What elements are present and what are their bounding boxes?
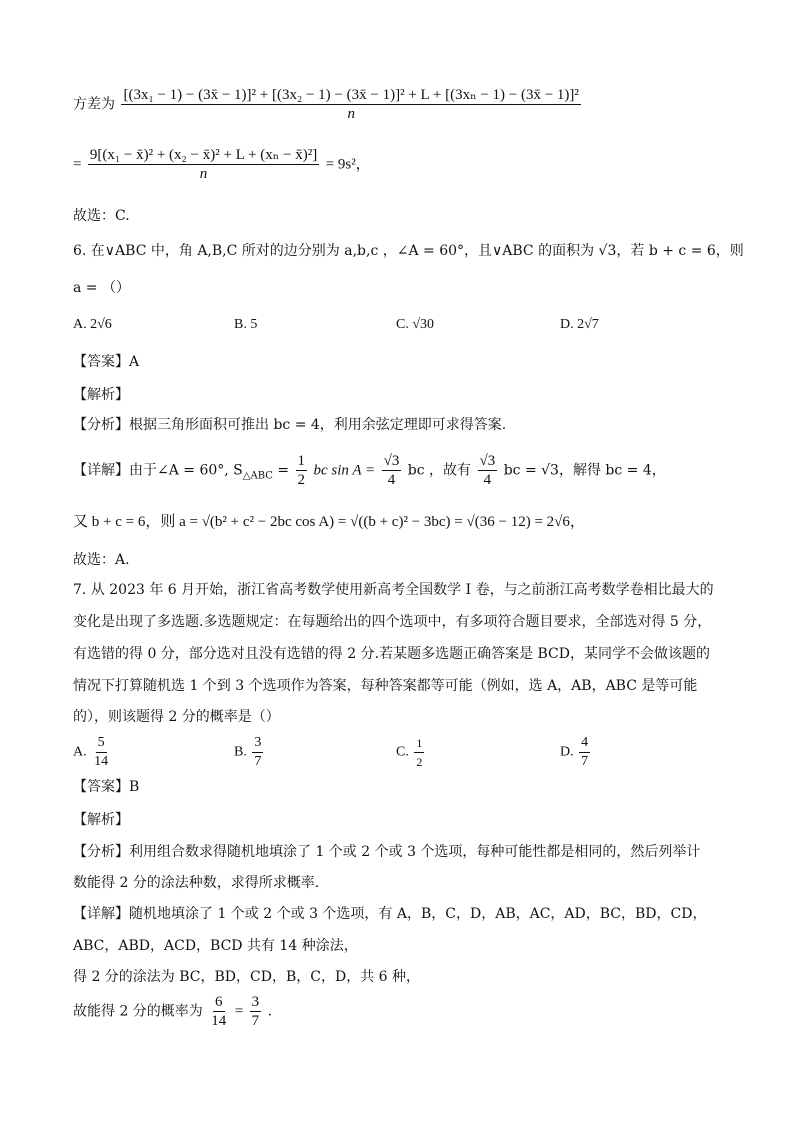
q7-option-d-label: D. [560,744,574,760]
q7-option-c-fraction [414,734,424,771]
q7-analysis-line1: 【分析】利用组合数求得随机地填涂了 1 个或 2 个或 3 个选项，每种可能性都是相同的，然后列举计 [73,844,701,860]
half-den: 2 [297,472,306,488]
q7-c-num: 1 [414,734,424,753]
q6-stem-line1: 6. 在∨ABC 中，角 A,B,C 所对的边分别为 a,b,c ，∠A = 60°，且∨ABC 的面积为 √3，若 b + c = 6，则 [73,243,744,259]
q7-final-prefix: 故能得 2 分的概率为 [73,1003,203,1020]
q7-option-b-label: B. [234,744,247,760]
q7-final-end: . [267,1003,273,1020]
variance-fraction [121,86,580,123]
second-result: = 9s²， [325,156,371,173]
q7-final-frac2 [250,993,262,1030]
equals-sign: = [73,156,82,173]
q7-option-a-label: A. [73,744,87,760]
q7-b-den: 7 [254,754,262,769]
four-den-2: 4 [483,472,492,488]
q7-final-eq: = [234,1003,244,1020]
four-den: 4 [387,472,396,488]
sqrt3-num-2: √3 [479,453,496,469]
sqrt3-num: √3 [383,453,400,469]
variance-formula-2 [73,146,371,183]
q7-final-frac1 [209,993,228,1030]
q7-option-a [73,734,112,771]
q7-d-num: 4 [579,734,590,753]
half-num: 1 [297,453,306,469]
q7-final-frac1-num: 6 [215,994,223,1010]
q7-option-d [560,734,592,771]
q6-analysis: 【分析】根据三角形面积可推出 bc = 4，利用余弦定理即可求得答案. [73,417,507,433]
detail-mid1: bc sin A = [313,462,376,479]
q7-option-c [396,734,426,771]
variance-numerator: [(3x₁ − 1) − (3x̄ − 1)]² + [(3x₂ − 1) − (3x̄ − 1)]² + L + [(3xₙ − 1) − (3x̄ − 1)]² [123,87,579,103]
q7-a-den: 14 [94,754,109,769]
q7-final-frac2-den: 7 [251,1013,260,1029]
area-subscript: △ABC [242,470,273,482]
variance-formula [73,86,583,123]
second-numerator: 9[(x₁ − x̄)² + (x₂ − x̄)² + L + (xₙ − x̄)²] [89,147,318,163]
q7-final [73,993,272,1030]
q7-d-den: 7 [581,754,589,769]
q7-analysis-line2: 数能得 2 分的涂法种数，求得所求概率. [73,875,320,891]
q5-choice: 故选：C. [73,208,130,224]
q7-detail-line1: 【详解】随机地填涂了 1 个或 2 个或 3 个选项，有 A，B，C，D，AB，AC，AD，BC，BD，CD， [73,906,707,922]
q6-analysis-title: 【解析】 [73,387,129,403]
q6-stem-line2: a = （） [73,280,130,296]
q6-answer: 【答案】A [73,354,140,370]
q7-option-b-fraction [252,734,263,771]
q7-detail-line2: ABC，ABD，ACD，BCD 共有 14 种涂法， [73,938,358,954]
q7-stem-line1: 7. 从 2023 年 6 月开始，浙江省高考数学使用新高考全国数学 I 卷，与之前浙江高考数学卷相比最大的 [73,582,714,598]
sqrt3-over-4-fraction [382,452,402,489]
q7-b-num: 3 [252,734,263,753]
detail-mid2: bc ，故有 [407,462,472,479]
q7-c-den: 2 [416,755,423,769]
q7-answer: 【答案】B [73,779,140,795]
q6-option-c: C. √30 [396,317,435,332]
variance-label: 方差为 [73,96,115,113]
second-denominator: n [199,166,208,182]
half-fraction [296,452,308,489]
q7-stem-line5: 的），则该题得 2 分的概率是（） [73,709,280,725]
q6-detail-line2: 又 b + c = 6，则 a = √(b² + c² − 2bc cos A) = √((b + c)² − 3bc) = √(36 − 12) = 2√6， [73,514,585,530]
q6-option-a: A. 2√6 [73,317,112,332]
q7-option-c-label: C. [396,744,409,760]
q7-stem-line2: 变化是出现了多选题.多选题规定：在每题给出的四个选项中，有多项符合题目要求，全部选对得 5 分， [73,614,712,630]
q6-detail-line1 [73,452,666,489]
detail-eq: = [277,462,290,479]
q7-option-b [234,734,265,771]
detail-prefix: 【详解】由于∠A = 60°, S [73,462,243,479]
q7-stem-line4: 情况下打算随机选 1 个到 3 个选项作为答案，每种答案都等可能（例如，选 A，AB，ABC 是等可能 [73,678,698,694]
sqrt3-over-4-fraction-2 [478,452,498,489]
q7-option-a-fraction [92,734,110,771]
q6-option-b: B. 5 [234,317,258,332]
detail-end: bc = √3，解得 bc = 4， [503,462,666,479]
q7-final-frac2-num: 3 [251,994,260,1010]
q7-analysis-title: 【解析】 [73,812,129,828]
variance-denominator: n [347,106,355,122]
q6-option-d: D. 2√7 [560,317,599,332]
q7-detail-line3: 得 2 分的涂法为 BC，BD，CD，B，C，D，共 6 种， [73,969,420,985]
q7-stem-line3: 有选错的得 0 分，部分选对且没有选错的得 2 分.若某题多选题正确答案是 BCD，某同学不会做该题的 [73,646,710,662]
second-fraction [88,146,319,183]
q7-option-d-fraction [579,734,590,771]
q7-a-num: 5 [96,734,107,753]
q7-final-frac1-den: 14 [211,1013,227,1029]
q6-choice: 故选：A. [73,552,130,568]
